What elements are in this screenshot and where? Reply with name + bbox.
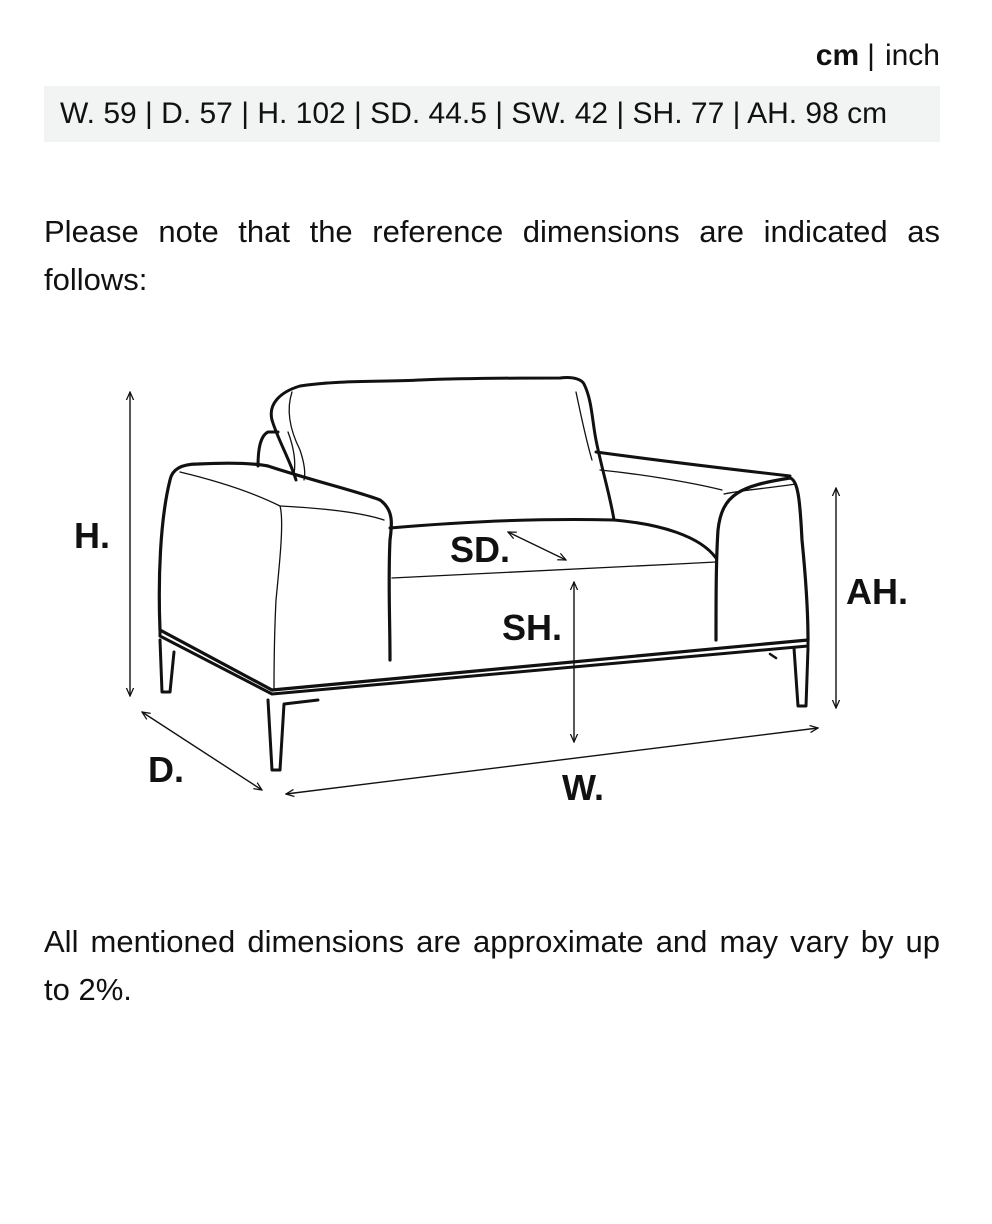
label-ah: AH. [846,571,908,612]
leg-front-right [794,648,808,706]
leg-back-left [160,640,174,692]
left-armrest-top-edge [280,506,384,520]
unit-inch-option[interactable]: inch [884,39,940,72]
approximation-note: All mentioned dimensions are approximate and may vary by up to 2%. [44,924,940,1007]
label-w: W. [562,767,604,808]
left-armrest-inner [180,472,282,690]
width-arrow [286,728,818,794]
label-sd: SD. [450,529,511,570]
reference-note: Please note that the reference dimensions are indicated as follows: [44,214,940,297]
seat-depth-arrow [508,532,566,560]
label-sh: SH. [502,607,563,648]
dimension-arrows [130,392,836,794]
label-h: H. [74,515,110,556]
right-armrest-top-line [600,470,722,490]
seat-cushion-top [390,519,716,558]
leg-back-right-stub [770,654,776,658]
dimension-labels [74,515,908,808]
back-cushion [271,377,614,520]
unit-cm-option[interactable]: cm [815,39,860,72]
dimensions-bar: W. 59 | D. 57 | H. 102 | SD. 44.5 | SW. 42 | SH. 77 | AH. 98 cm [44,86,940,142]
base-bottom [160,636,808,694]
seat-cushion-front [392,562,716,578]
label-d: D. [148,749,184,790]
armchair-dimension-diagram [0,340,992,840]
leg-front-left [268,700,318,770]
right-armrest-outline [716,478,808,640]
armchair-drawing [159,377,808,770]
unit-separator: | [867,39,875,72]
unit-toggle [816,36,940,76]
base-front [160,630,808,690]
back-frame-left [258,432,278,466]
